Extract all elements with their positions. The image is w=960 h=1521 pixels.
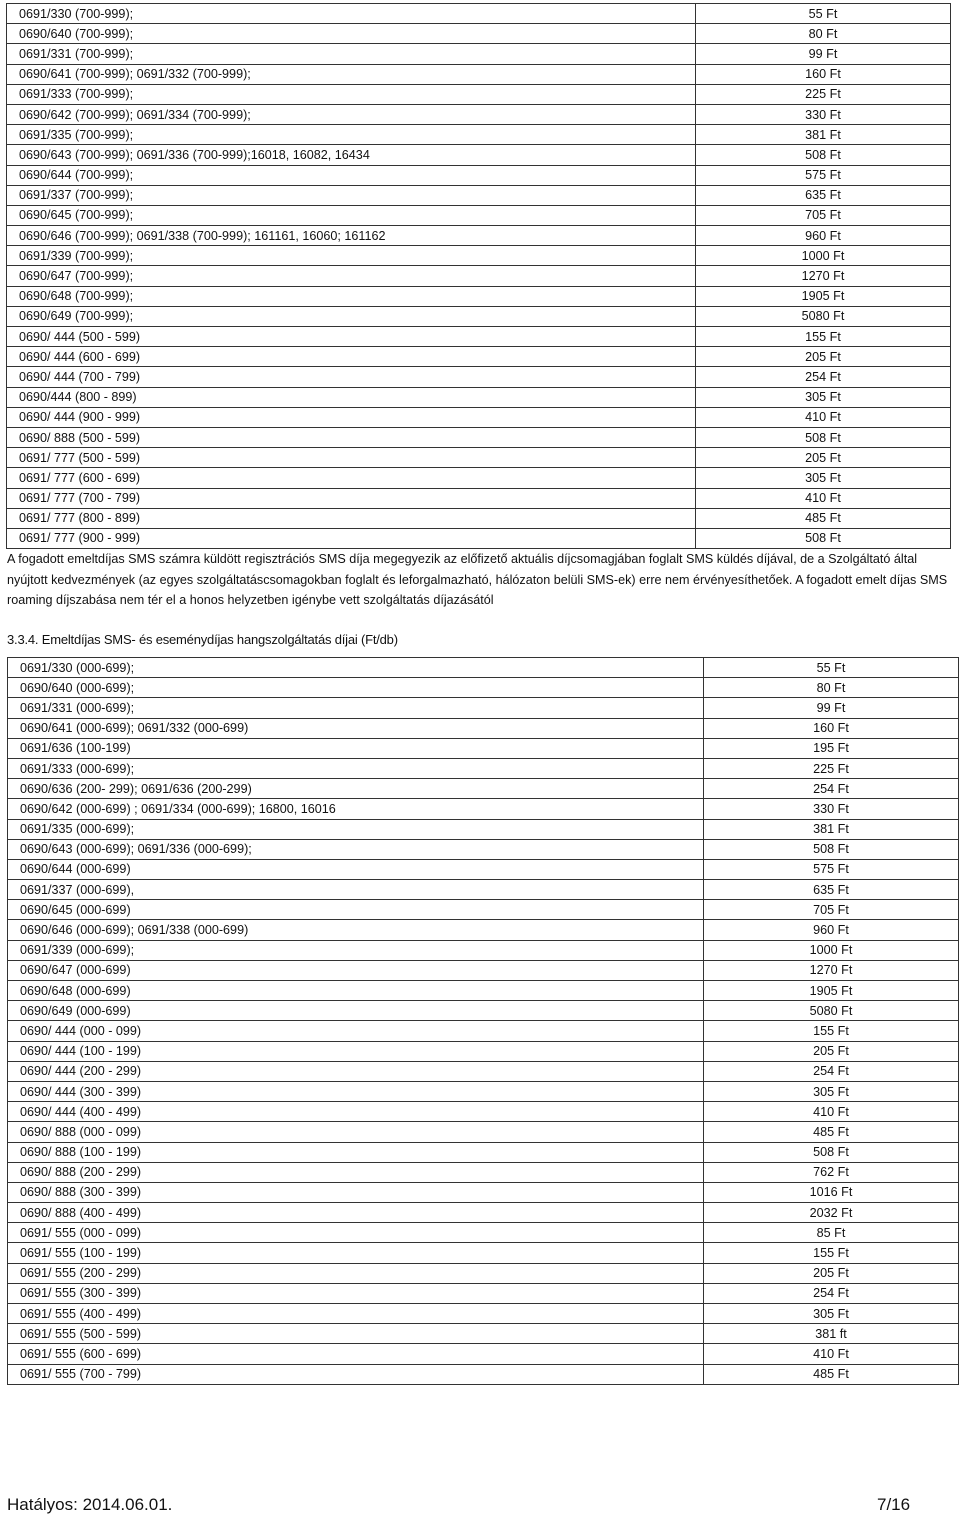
- table-row: [7, 327, 951, 347]
- price-cell: 55 Ft: [704, 658, 959, 678]
- service-code-cell: 0690/644 (000-699): [8, 859, 704, 879]
- table-row: [7, 246, 951, 266]
- table-row: [8, 1162, 959, 1182]
- table-row: [8, 1324, 959, 1344]
- table-row: [7, 427, 951, 447]
- service-code-cell: 0690/ 444 (900 - 999): [7, 407, 696, 427]
- price-cell: 705 Ft: [696, 205, 951, 225]
- service-code-cell: 0690/646 (000-699); 0691/338 (000-699): [8, 920, 704, 940]
- table-row: [7, 24, 951, 44]
- service-code-cell: 0690/ 444 (500 - 599): [7, 327, 696, 347]
- price-cell: 1270 Ft: [696, 266, 951, 286]
- service-code-cell: 0690/648 (700-999);: [7, 286, 696, 306]
- service-code-cell: 0690/646 (700-999); 0691/338 (700-999); 161161, 16060; 161162: [7, 226, 696, 246]
- price-cell: 254 Ft: [704, 1283, 959, 1303]
- service-code-cell: 0691/331 (700-999);: [7, 44, 696, 64]
- service-code-cell: 0691/335 (000-699);: [8, 819, 704, 839]
- price-cell: 254 Ft: [696, 367, 951, 387]
- price-cell: 508 Ft: [704, 1142, 959, 1162]
- service-code-cell: 0691/331 (000-699);: [8, 698, 704, 718]
- price-cell: 254 Ft: [704, 1061, 959, 1081]
- table-row: [8, 940, 959, 960]
- service-code-cell: 0690/642 (700-999); 0691/334 (700-999);: [7, 104, 696, 124]
- service-code-cell: 0690/ 888 (300 - 399): [8, 1182, 704, 1202]
- table-row: [8, 920, 959, 940]
- table-row: [7, 64, 951, 84]
- table-row: [8, 779, 959, 799]
- service-code-cell: 0690/641 (700-999); 0691/332 (700-999);: [7, 64, 696, 84]
- price-cell: 508 Ft: [696, 145, 951, 165]
- price-cell: 960 Ft: [696, 226, 951, 246]
- price-cell: 410 Ft: [696, 407, 951, 427]
- service-code-cell: 0690/647 (700-999);: [7, 266, 696, 286]
- service-code-cell: 0690/647 (000-699): [8, 960, 704, 980]
- service-code-cell: 0690/ 888 (500 - 599): [7, 427, 696, 447]
- service-code-cell: 0690/645 (000-699): [8, 900, 704, 920]
- table-row: [8, 698, 959, 718]
- service-code-cell: 0691/ 555 (000 - 099): [8, 1223, 704, 1243]
- service-code-cell: 0690/641 (000-699); 0691/332 (000-699): [8, 718, 704, 738]
- service-code-cell: 0690/ 444 (700 - 799): [7, 367, 696, 387]
- table-row: [7, 286, 951, 306]
- service-code-cell: 0690/ 444 (400 - 499): [8, 1102, 704, 1122]
- price-cell: 1000 Ft: [696, 246, 951, 266]
- price-cell: 330 Ft: [704, 799, 959, 819]
- table-row: [8, 900, 959, 920]
- service-code-cell: 0690/649 (000-699): [8, 1001, 704, 1021]
- service-code-cell: 0691/ 555 (600 - 699): [8, 1344, 704, 1364]
- table-row: [8, 799, 959, 819]
- service-code-cell: 0690/636 (200- 299); 0691/636 (200-299): [8, 779, 704, 799]
- price-cell: 205 Ft: [696, 448, 951, 468]
- price-cell: 225 Ft: [704, 758, 959, 778]
- table-row: [7, 266, 951, 286]
- price-cell: 575 Ft: [696, 165, 951, 185]
- price-cell: 1905 Ft: [696, 286, 951, 306]
- service-code-cell: 0691/ 777 (600 - 699): [7, 468, 696, 488]
- service-code-cell: 0690/643 (700-999); 0691/336 (700-999);16018, 16082, 16434: [7, 145, 696, 165]
- table-row: [7, 448, 951, 468]
- rates-table-body: [8, 658, 959, 1385]
- price-cell: 5080 Ft: [704, 1001, 959, 1021]
- table-row: [7, 104, 951, 124]
- table-row: [8, 1001, 959, 1021]
- table-row: [8, 1021, 959, 1041]
- service-code-cell: 0691/330 (000-699);: [8, 658, 704, 678]
- price-cell: 155 Ft: [696, 327, 951, 347]
- rates-table-700-999: [6, 3, 951, 549]
- price-cell: 160 Ft: [704, 718, 959, 738]
- service-code-cell: 0690/ 444 (100 - 199): [8, 1041, 704, 1061]
- price-cell: 508 Ft: [696, 427, 951, 447]
- service-code-cell: 0691/ 777 (500 - 599): [7, 448, 696, 468]
- service-code-cell: 0690/ 444 (300 - 399): [8, 1081, 704, 1101]
- price-cell: 205 Ft: [696, 347, 951, 367]
- price-cell: 99 Ft: [704, 698, 959, 718]
- service-code-cell: 0691/337 (700-999);: [7, 185, 696, 205]
- service-code-cell: 0690/643 (000-699); 0691/336 (000-699);: [8, 839, 704, 859]
- table-row: [8, 738, 959, 758]
- registration-sms-note: A fogadott emeltdíjas SMS számra küldött regisztrációs SMS díja megegyezik az előfizető aktuális díjcsomagjában foglalt SMS küldés díjával, de a Szolgáltató által nyújtott kedvezmények (az egyes szolgáltatáscsomagokban foglalt és leforgalmazható, hálózaton belüli SMS-ek) erre nem érvényesíthetőek. A fogadott emelt díjas SMS roaming díjszabása nem tér el a honos helyzetben igénybe vett szolgáltatás díjazásától: [7, 552, 948, 607]
- table-row: [7, 407, 951, 427]
- price-cell: 155 Ft: [704, 1243, 959, 1263]
- service-code-cell: 0691/335 (700-999);: [7, 125, 696, 145]
- price-cell: 485 Ft: [696, 508, 951, 528]
- table-row: [8, 859, 959, 879]
- service-code-cell: 0690/640 (000-699);: [8, 678, 704, 698]
- price-cell: 305 Ft: [696, 387, 951, 407]
- table-row: [8, 678, 959, 698]
- price-cell: 305 Ft: [696, 468, 951, 488]
- service-code-cell: 0690/644 (700-999);: [7, 165, 696, 185]
- service-code-cell: 0691/ 777 (700 - 799): [7, 488, 696, 508]
- section-title: 3.3.4. Emeltdíjas SMS- és eseménydíjas hangszolgáltatás díjai (Ft/db): [7, 632, 398, 647]
- price-cell: 960 Ft: [704, 920, 959, 940]
- table-row: [7, 4, 951, 24]
- price-cell: 381 ft: [704, 1324, 959, 1344]
- price-cell: 635 Ft: [704, 880, 959, 900]
- service-code-cell: 0690/444 (800 - 899): [7, 387, 696, 407]
- table-row: [7, 488, 951, 508]
- table-row: [7, 387, 951, 407]
- price-cell: 762 Ft: [704, 1162, 959, 1182]
- service-code-cell: 0691/339 (000-699);: [8, 940, 704, 960]
- service-code-cell: 0691/ 777 (900 - 999): [7, 528, 696, 548]
- table-row: [7, 347, 951, 367]
- table-row: [8, 1122, 959, 1142]
- price-cell: 2032 Ft: [704, 1203, 959, 1223]
- table-row: [8, 960, 959, 980]
- price-cell: 155 Ft: [704, 1021, 959, 1041]
- service-code-cell: 0690/645 (700-999);: [7, 205, 696, 225]
- price-cell: 205 Ft: [704, 1263, 959, 1283]
- price-cell: 410 Ft: [696, 488, 951, 508]
- service-code-cell: 0690/642 (000-699) ; 0691/334 (000-699); 16800, 16016: [8, 799, 704, 819]
- table-row: [7, 468, 951, 488]
- service-code-cell: 0691/333 (700-999);: [7, 84, 696, 104]
- table-row: [7, 125, 951, 145]
- rates-table-body: [7, 4, 951, 549]
- price-cell: 99 Ft: [696, 44, 951, 64]
- price-cell: 635 Ft: [696, 185, 951, 205]
- service-code-cell: 0690/ 888 (100 - 199): [8, 1142, 704, 1162]
- table-row: [7, 165, 951, 185]
- table-row: [8, 1304, 959, 1324]
- table-row: [8, 880, 959, 900]
- table-row: [7, 528, 951, 548]
- effective-date: Hatályos: 2014.06.01.: [7, 1495, 173, 1514]
- rates-table-000-699: [7, 657, 959, 1385]
- table-row: [8, 1344, 959, 1364]
- service-code-cell: 0690/ 444 (600 - 699): [7, 347, 696, 367]
- price-cell: 205 Ft: [704, 1041, 959, 1061]
- service-code-cell: 0690/ 888 (400 - 499): [8, 1203, 704, 1223]
- price-cell: 160 Ft: [696, 64, 951, 84]
- table-row: [8, 1061, 959, 1081]
- service-code-cell: 0690/649 (700-999);: [7, 306, 696, 326]
- price-cell: 381 Ft: [704, 819, 959, 839]
- price-cell: 1000 Ft: [704, 940, 959, 960]
- price-cell: 254 Ft: [704, 779, 959, 799]
- table-row: [8, 1041, 959, 1061]
- price-cell: 381 Ft: [696, 125, 951, 145]
- service-code-cell: 0691/ 555 (300 - 399): [8, 1283, 704, 1303]
- price-cell: 55 Ft: [696, 4, 951, 24]
- table-row: [7, 145, 951, 165]
- price-cell: 1016 Ft: [704, 1182, 959, 1202]
- price-cell: 330 Ft: [696, 104, 951, 124]
- service-code-cell: 0691/339 (700-999);: [7, 246, 696, 266]
- table-row: [8, 1081, 959, 1101]
- price-cell: 80 Ft: [704, 678, 959, 698]
- table-row: [8, 758, 959, 778]
- service-code-cell: 0691/ 555 (400 - 499): [8, 1304, 704, 1324]
- price-cell: 705 Ft: [704, 900, 959, 920]
- price-cell: 508 Ft: [696, 528, 951, 548]
- service-code-cell: 0691/ 777 (800 - 899): [7, 508, 696, 528]
- service-code-cell: 0691/337 (000-699),: [8, 880, 704, 900]
- table-row: [8, 1102, 959, 1122]
- table-row: [8, 1283, 959, 1303]
- table-row: [8, 1263, 959, 1283]
- price-cell: 508 Ft: [704, 839, 959, 859]
- table-row: [7, 306, 951, 326]
- service-code-cell: 0690/ 444 (000 - 099): [8, 1021, 704, 1041]
- price-cell: 195 Ft: [704, 738, 959, 758]
- service-code-cell: 0691/ 555 (200 - 299): [8, 1263, 704, 1283]
- table-row: [7, 205, 951, 225]
- price-cell: 305 Ft: [704, 1304, 959, 1324]
- service-code-cell: 0691/636 (100-199): [8, 738, 704, 758]
- service-code-cell: 0691/330 (700-999);: [7, 4, 696, 24]
- table-row: [8, 839, 959, 859]
- table-row: [8, 981, 959, 1001]
- price-cell: 5080 Ft: [696, 306, 951, 326]
- table-row: [8, 1182, 959, 1202]
- table-row: [8, 1203, 959, 1223]
- price-cell: 485 Ft: [704, 1122, 959, 1142]
- table-row: [7, 226, 951, 246]
- service-code-cell: 0691/ 555 (500 - 599): [8, 1324, 704, 1344]
- table-row: [8, 1223, 959, 1243]
- price-cell: 305 Ft: [704, 1081, 959, 1101]
- service-code-cell: 0690/640 (700-999);: [7, 24, 696, 44]
- table-row: [8, 819, 959, 839]
- service-code-cell: 0690/ 888 (200 - 299): [8, 1162, 704, 1182]
- table-row: [8, 1142, 959, 1162]
- table-row: [7, 44, 951, 64]
- price-cell: 1905 Ft: [704, 981, 959, 1001]
- price-cell: 1270 Ft: [704, 960, 959, 980]
- table-row: [7, 84, 951, 104]
- price-cell: 485 Ft: [704, 1364, 959, 1384]
- table-row: [7, 367, 951, 387]
- price-cell: 80 Ft: [696, 24, 951, 44]
- table-row: [7, 508, 951, 528]
- price-cell: 225 Ft: [696, 84, 951, 104]
- service-code-cell: 0691/333 (000-699);: [8, 758, 704, 778]
- service-code-cell: 0691/ 555 (700 - 799): [8, 1364, 704, 1384]
- service-code-cell: 0690/ 444 (200 - 299): [8, 1061, 704, 1081]
- price-cell: 575 Ft: [704, 859, 959, 879]
- table-row: [8, 1243, 959, 1263]
- table-row: [8, 718, 959, 738]
- price-cell: 410 Ft: [704, 1344, 959, 1364]
- price-cell: 410 Ft: [704, 1102, 959, 1122]
- table-row: [8, 1364, 959, 1384]
- service-code-cell: 0690/ 888 (000 - 099): [8, 1122, 704, 1142]
- table-row: [8, 658, 959, 678]
- table-row: [7, 185, 951, 205]
- page-number: 7/16: [877, 1495, 911, 1514]
- service-code-cell: 0691/ 555 (100 - 199): [8, 1243, 704, 1263]
- service-code-cell: 0690/648 (000-699): [8, 981, 704, 1001]
- price-cell: 85 Ft: [704, 1223, 959, 1243]
